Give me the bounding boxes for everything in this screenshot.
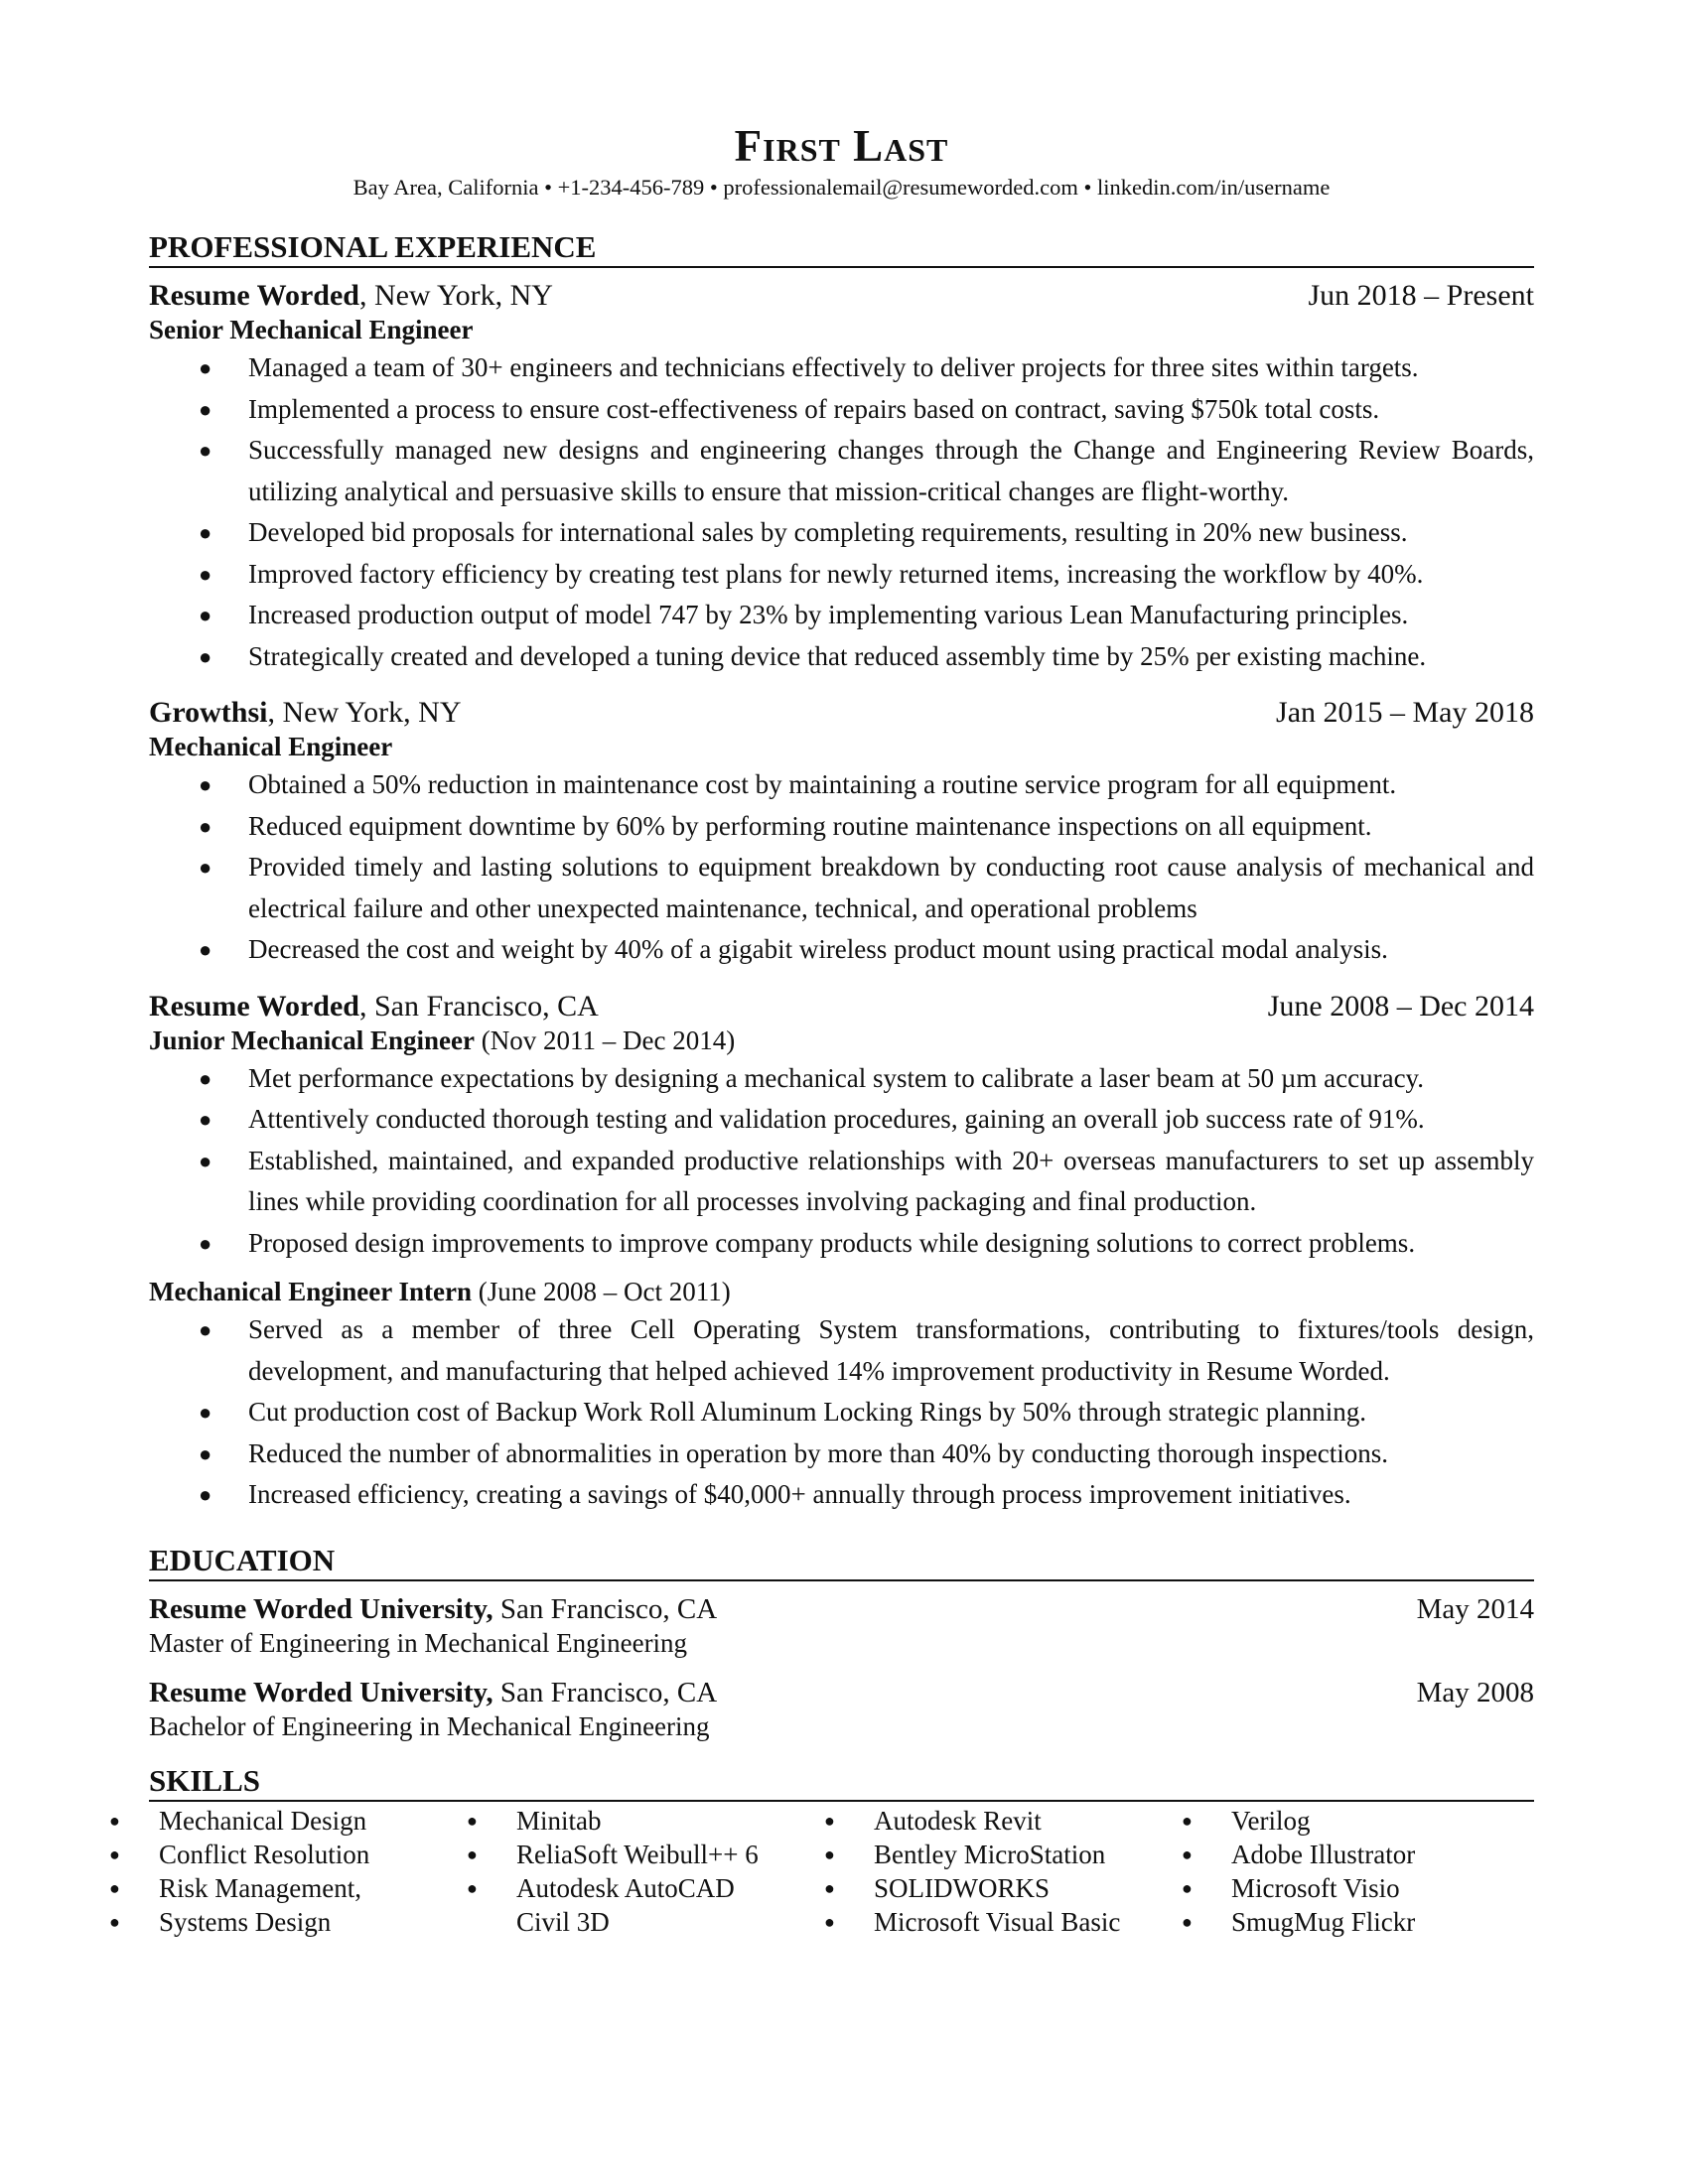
company-location: , New York, NY bbox=[267, 696, 462, 729]
bullet-text: Managed a team of 30+ engineers and technicians effectively to deliver projects for three sites within targets. bbox=[248, 352, 1419, 382]
bullet-text: Decreased the cost and weight by 40% of a gigabit wireless product mount using practical modal analysis. bbox=[248, 934, 1388, 964]
bullet-icon: ● bbox=[199, 1317, 212, 1342]
bullet-list bbox=[149, 1058, 1534, 1265]
experience-list bbox=[149, 278, 1534, 1516]
bullet-icon: ● bbox=[199, 772, 212, 797]
skill-item bbox=[824, 1905, 1182, 1939]
bullet-text: Reduced the number of abnormalities in operation by more than 40% by conducting thorough inspections. bbox=[248, 1437, 1388, 1468]
degree-name: Bachelor of Engineering in Mechanical Engineering bbox=[149, 1710, 710, 1741]
job-dates: Jan 2015 – May 2018 bbox=[1276, 696, 1534, 729]
bullet-icon: ● bbox=[1182, 1810, 1193, 1831]
skill-item bbox=[467, 1905, 824, 1939]
bullet-icon: ● bbox=[467, 1877, 478, 1898]
bullet-icon: ● bbox=[199, 813, 212, 839]
job-dates: Jun 2018 – Present bbox=[1308, 279, 1534, 312]
bullet-icon: ● bbox=[1182, 1877, 1193, 1898]
job-entry bbox=[149, 989, 1534, 1516]
skill-item bbox=[109, 1804, 467, 1838]
job-entry bbox=[149, 278, 1534, 677]
bullet-text: Strategically created and developed a tuning device that reduced assembly time by 25% per existing machine. bbox=[248, 640, 1427, 671]
bullet-item bbox=[149, 929, 1534, 971]
degree-name: Master of Engineering in Mechanical Engineering bbox=[149, 1627, 688, 1658]
education-list bbox=[149, 1591, 1534, 1742]
education-header bbox=[149, 1675, 1534, 1710]
bullet-item bbox=[149, 847, 1534, 929]
skills-column bbox=[109, 1804, 467, 1939]
candidate-name: First Last bbox=[734, 121, 949, 171]
bullet-item bbox=[149, 1099, 1534, 1141]
skills-column bbox=[467, 1804, 824, 1939]
skill-name: Adobe Illustrator bbox=[1231, 1839, 1416, 1869]
job-title: Junior Mechanical Engineer bbox=[149, 1024, 475, 1055]
institution bbox=[149, 1675, 717, 1710]
skill-item bbox=[824, 1804, 1182, 1838]
bullet-list bbox=[149, 347, 1534, 677]
bullet-text: Increased production output of model 747 by 23% by implementing various Lean Manufacturing principles. bbox=[248, 600, 1409, 629]
skill-item bbox=[467, 1838, 824, 1871]
job-title-line bbox=[149, 314, 1534, 345]
company-location: , New York, NY bbox=[358, 279, 553, 312]
skills-grid bbox=[109, 1804, 1539, 1939]
skill-name: SOLIDWORKS bbox=[874, 1872, 1051, 1903]
bullet-icon: ● bbox=[199, 937, 212, 962]
bullet-item bbox=[149, 806, 1534, 848]
job-title-dates: (June 2008 – Oct 2011) bbox=[471, 1277, 731, 1306]
job-header bbox=[149, 278, 1534, 314]
experience-heading: PROFESSIONAL EXPERIENCE bbox=[149, 228, 1534, 268]
employer bbox=[149, 695, 461, 731]
bullet-icon: ● bbox=[199, 438, 212, 463]
skill-name: Verilog bbox=[1231, 1805, 1311, 1836]
school-location: San Francisco, CA bbox=[492, 1592, 718, 1625]
bullet-icon: ● bbox=[109, 1911, 120, 1932]
bullet-icon: ● bbox=[199, 1065, 212, 1091]
skill-item bbox=[1182, 1804, 1539, 1838]
skills-list bbox=[1182, 1804, 1539, 1939]
bullet-icon: ● bbox=[824, 1843, 835, 1864]
bullet-icon: ● bbox=[824, 1877, 835, 1898]
skill-item bbox=[824, 1871, 1182, 1905]
bullet-text: Developed bid proposals for international sales by completing requirements, resulting in 20% new business. bbox=[248, 517, 1408, 547]
school-name: Resume Worded University, bbox=[149, 1676, 493, 1708]
company-name: Resume Worded bbox=[149, 989, 359, 1023]
job-dates: June 2008 – Dec 2014 bbox=[1267, 989, 1534, 1023]
job-title-dates: (Nov 2011 – Dec 2014) bbox=[475, 1024, 736, 1055]
bullet-icon: ● bbox=[199, 643, 212, 669]
bullet-item bbox=[149, 554, 1534, 596]
bullet-icon: ● bbox=[199, 520, 212, 545]
skills-column bbox=[824, 1804, 1182, 1939]
bullet-icon: ● bbox=[199, 1440, 212, 1466]
school-name: Resume Worded University, bbox=[149, 1592, 493, 1625]
skill-item bbox=[467, 1871, 824, 1905]
skill-name: Autodesk AutoCAD bbox=[516, 1872, 735, 1903]
bullet-text: Cut production cost of Backup Work Roll Aluminum Locking Rings by 50% through strategic planning. bbox=[248, 1397, 1366, 1427]
bullet-list bbox=[149, 764, 1534, 971]
bullet-icon: ● bbox=[824, 1810, 835, 1831]
skills-column bbox=[1182, 1804, 1539, 1939]
skill-name: Systems Design bbox=[159, 1906, 332, 1937]
bullet-icon: ● bbox=[1182, 1843, 1193, 1864]
bullet-icon: ● bbox=[199, 396, 212, 422]
bullet-icon: ● bbox=[199, 603, 212, 627]
skills-heading: SKILLS bbox=[149, 1762, 1534, 1802]
bullet-item bbox=[149, 1141, 1534, 1223]
bullet-text: Implemented a process to ensure cost-effectiveness of repairs based on contract, saving $750k total costs. bbox=[248, 393, 1380, 424]
skill-name: Conflict Resolution bbox=[159, 1839, 370, 1869]
contact-line: Bay Area, California • +1-234-456-789 • professionalemail@resumeworded.com • linkedin.com/in/username bbox=[352, 175, 1331, 200]
bullet-item bbox=[149, 1433, 1534, 1475]
bullet-list bbox=[149, 1309, 1534, 1516]
company-location: , San Francisco, CA bbox=[358, 989, 599, 1023]
skills-list bbox=[109, 1804, 467, 1939]
bullet-text: Successfully managed new designs and engineering changes through the Change and Engineering Review Boards, utilizing analytical and persuasive skills to ensure that mission-critical changes are flight-worthy. bbox=[248, 435, 1534, 506]
skill-item bbox=[1182, 1871, 1539, 1905]
bullet-item bbox=[149, 595, 1534, 636]
bullet-text: Met performance expectations by designing a mechanical system to calibrate a laser beam at 50 µm accuracy. bbox=[248, 1062, 1425, 1093]
bullet-text: Attentively conducted thorough testing and validation procedures, gaining an overall job success rate of 91%. bbox=[248, 1104, 1425, 1134]
bullet-item bbox=[149, 389, 1534, 431]
job-entry bbox=[149, 695, 1534, 971]
skill-name: Bentley MicroStation bbox=[874, 1839, 1106, 1869]
bullet-icon: ● bbox=[199, 561, 212, 587]
bullet-item bbox=[149, 430, 1534, 512]
skill-item bbox=[467, 1804, 824, 1838]
skill-item bbox=[1182, 1838, 1539, 1871]
job-title: Senior Mechanical Engineer bbox=[149, 315, 474, 344]
company-name: Resume Worded bbox=[149, 279, 359, 312]
bullet-text: Served as a member of three Cell Operating System transformations, contributing to fixtures/tools design, development, and manufacturing that helped achieved 14% improvement productivity in Resume Worded. bbox=[248, 1314, 1534, 1386]
graduation-date: May 2008 bbox=[1416, 1676, 1534, 1708]
skills-list bbox=[467, 1804, 824, 1939]
skill-item bbox=[109, 1871, 467, 1905]
bullet-text: Provided timely and lasting solutions to equipment breakdown by conducting root cause analysis of mechanical and electrical failure and other unexpected maintenance, technical, and operational problems bbox=[248, 852, 1534, 923]
bullet-icon: ● bbox=[199, 1400, 212, 1425]
bullet-icon: ● bbox=[199, 1482, 212, 1507]
education-entry bbox=[149, 1675, 1534, 1742]
resume-page bbox=[109, 119, 1534, 1939]
bullet-icon: ● bbox=[199, 1107, 212, 1132]
bullet-text: Improved factory efficiency by creating test plans for newly returned items, increasing the workflow by 40%. bbox=[248, 558, 1424, 589]
bullet-item bbox=[149, 1392, 1534, 1433]
bullet-text: Obtained a 50% reduction in maintenance cost by maintaining a routine service program for all equipment. bbox=[248, 769, 1397, 799]
skill-name: Microsoft Visual Basic bbox=[874, 1906, 1121, 1937]
bullet-icon: ● bbox=[109, 1877, 120, 1898]
bullet-item bbox=[149, 1474, 1534, 1516]
bullet-text: Established, maintained, and expanded productive relationships with 20+ overseas manufacturers to set up assembly lines while providing coordination for all processes involving packaging and final production. bbox=[248, 1145, 1534, 1216]
bullet-item bbox=[149, 764, 1534, 806]
skills-list bbox=[824, 1804, 1182, 1939]
bullet-icon: ● bbox=[199, 855, 212, 880]
bullet-item bbox=[149, 1058, 1534, 1100]
company-name: Growthsi bbox=[149, 696, 268, 729]
job-title: Mechanical Engineer Intern bbox=[149, 1277, 472, 1306]
job-title-line bbox=[149, 731, 1534, 762]
skill-item bbox=[824, 1838, 1182, 1871]
bullet-icon: ● bbox=[109, 1810, 120, 1831]
bullet-icon: ● bbox=[199, 1148, 212, 1173]
bullet-icon: ● bbox=[467, 1810, 478, 1831]
graduation-date: May 2014 bbox=[1416, 1592, 1534, 1625]
bullet-icon: ● bbox=[199, 1230, 212, 1256]
bullet-text: Proposed design improvements to improve company products while designing solutions to correct problems. bbox=[248, 1227, 1416, 1258]
job-title-line bbox=[149, 1024, 1534, 1056]
bullet-icon: ● bbox=[1182, 1911, 1193, 1932]
bullet-icon: ● bbox=[109, 1843, 120, 1864]
skill-name: Mechanical Design bbox=[159, 1805, 367, 1836]
bullet-item bbox=[149, 347, 1534, 389]
employer bbox=[149, 989, 599, 1024]
skill-name: Risk Management, bbox=[159, 1872, 361, 1903]
bullet-icon: ● bbox=[824, 1911, 835, 1932]
bullet-text: Increased efficiency, creating a savings of $40,000+ annually through process improvement initiatives. bbox=[248, 1479, 1351, 1509]
skill-item bbox=[1182, 1905, 1539, 1939]
job-header bbox=[149, 989, 1534, 1024]
bullet-icon: ● bbox=[199, 355, 212, 380]
bullet-item bbox=[149, 1309, 1534, 1392]
skill-item bbox=[109, 1905, 467, 1939]
education-heading: EDUCATION bbox=[149, 1542, 1534, 1581]
school-location: San Francisco, CA bbox=[492, 1676, 718, 1708]
education-header bbox=[149, 1591, 1534, 1627]
skill-name: Minitab bbox=[516, 1805, 602, 1836]
education-entry bbox=[149, 1591, 1534, 1659]
job-title: Mechanical Engineer bbox=[149, 732, 393, 761]
bullet-item bbox=[149, 636, 1534, 678]
skill-name: Autodesk Revit bbox=[874, 1805, 1042, 1836]
employer bbox=[149, 278, 553, 314]
bullet-item bbox=[149, 512, 1534, 554]
bullet-icon: ● bbox=[467, 1843, 478, 1864]
skill-name: ReliaSoft Weibull++ 6 bbox=[516, 1839, 759, 1869]
skill-name: Microsoft Visio bbox=[1231, 1872, 1400, 1903]
institution bbox=[149, 1591, 717, 1627]
bullet-text: Reduced equipment downtime by 60% by performing routine maintenance inspections on all equipment. bbox=[248, 810, 1372, 841]
skill-name: Civil 3D bbox=[516, 1906, 610, 1937]
bullet-item bbox=[149, 1223, 1534, 1265]
skill-item bbox=[109, 1838, 467, 1871]
job-title-line bbox=[149, 1276, 1534, 1307]
job-header bbox=[149, 695, 1534, 731]
skill-name: SmugMug Flickr bbox=[1231, 1906, 1416, 1937]
